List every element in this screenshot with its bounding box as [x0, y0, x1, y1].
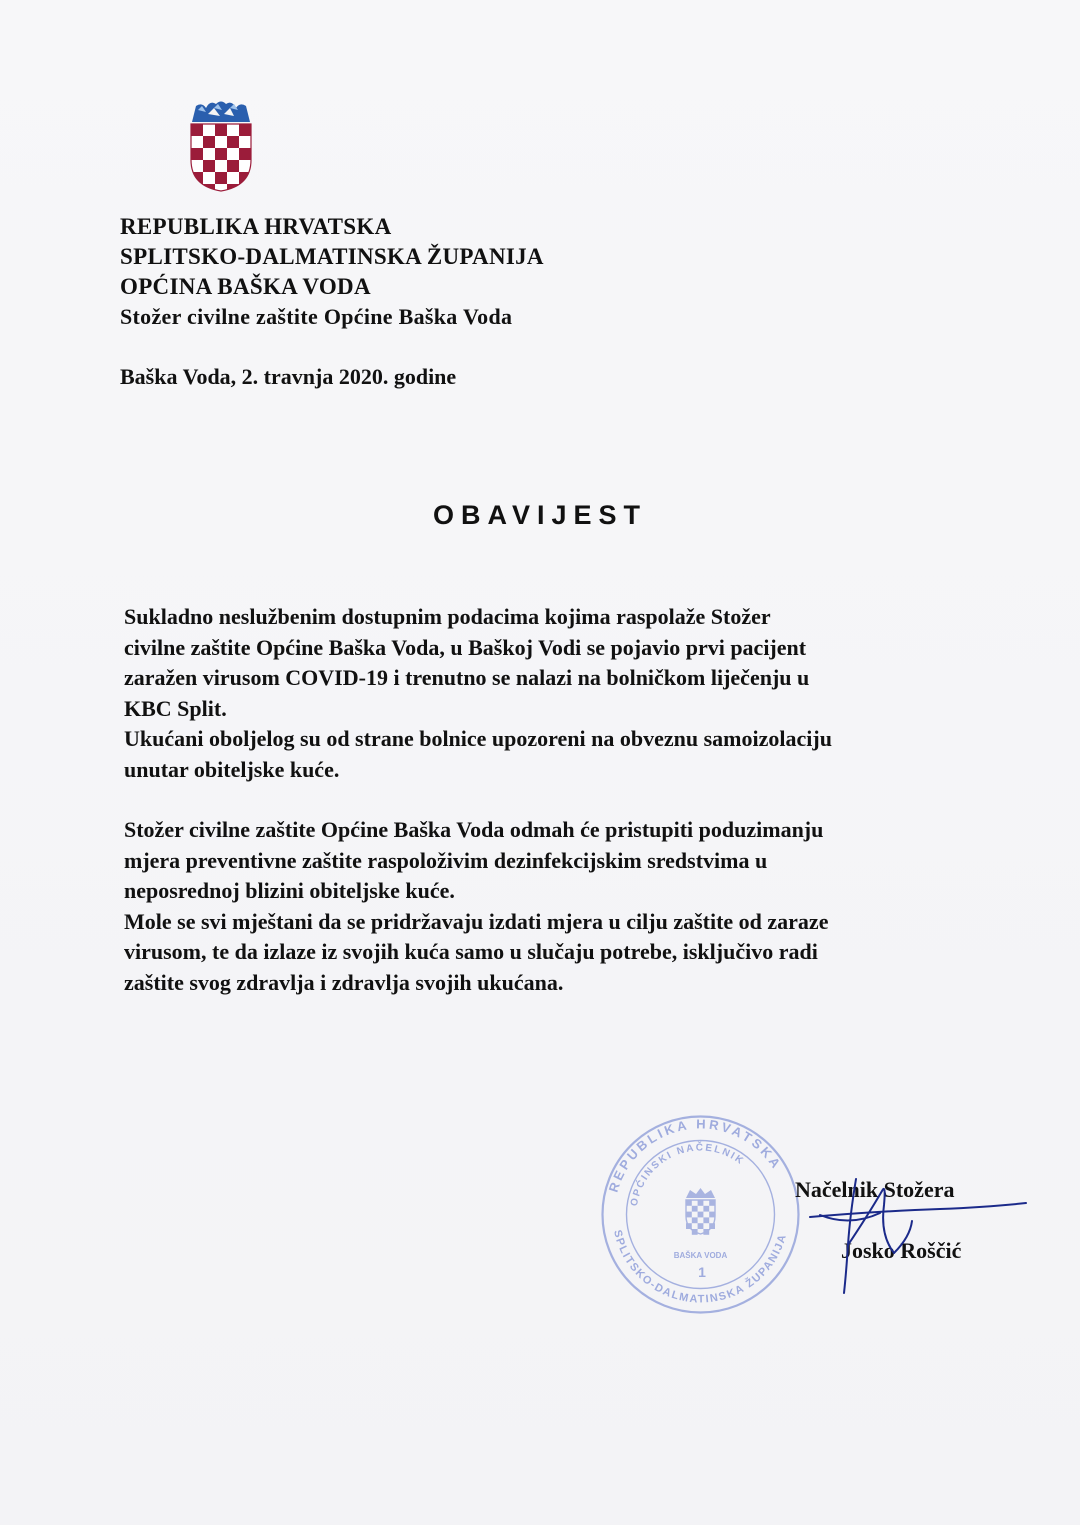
stamp-coat-check: [709, 1223, 715, 1229]
stamp-coat-check: [686, 1223, 692, 1229]
coat-check: [203, 136, 215, 148]
coat-check: [239, 124, 251, 136]
letterhead-county: SPLITSKO-DALMATINSKA ŽUPANIJA: [120, 244, 544, 269]
text-line: virusom, te da izlaze iz svojih kuća samo u slučaju potrebe, isključivo radi: [124, 939, 818, 964]
stamp-lower-text: SPLITSKO-DALMATINSKA ŽUPANIJA: [611, 1228, 790, 1306]
handwritten-signature-icon: [790, 1175, 1030, 1305]
coat-check: [191, 148, 203, 160]
paragraph-2: [124, 815, 828, 998]
letterhead: [120, 212, 544, 332]
coat-check: [215, 172, 227, 184]
stamp-coat-check: [703, 1229, 709, 1235]
paragraph-1: [124, 602, 832, 785]
stamp-coat-check: [703, 1206, 709, 1212]
text-line: mjera preventivne zaštite raspoloživim dezinfekcijskim sredstvima u: [124, 847, 768, 873]
coat-check: [227, 160, 239, 172]
date-line: Baška Voda, 2. travnja 2020. godine: [120, 364, 457, 389]
official-stamp-icon: [598, 1112, 803, 1317]
letterhead-office: Stožer civilne zaštite Općine Baška Voda: [120, 304, 513, 329]
letterhead-country: REPUBLIKA HRVATSKA: [120, 214, 392, 239]
stamp-coat-check: [698, 1200, 704, 1206]
stamp-coat-check: [703, 1217, 709, 1223]
text-line: neposrednoj blizini obiteljske kuće.: [124, 878, 455, 903]
coat-check: [227, 136, 239, 148]
svg-text:REPUBLIKA HRVATSKA: [606, 1116, 785, 1194]
signatory-name: Josko Roščić: [841, 1238, 962, 1263]
stamp-coat-check: [692, 1229, 698, 1235]
stamp-inner-text: OPĆINSKI NAČELNIK: [628, 1142, 747, 1208]
text-line: civilne zaštite Općine Baška Voda, u Baškoj Vodi se pojavio prvi pacijent: [124, 634, 807, 660]
text-line: Mole se svi mještani da se pridržavaju izdati mjera u cilju zaštite od zaraze: [124, 908, 829, 934]
stamp-coat-check: [686, 1212, 692, 1218]
stamp-coat-check: [698, 1212, 704, 1218]
signatory-role: Načelnik Stožera: [795, 1177, 955, 1202]
text-line: unutar obiteljske kuće.: [124, 756, 340, 782]
stamp-coat-check: [698, 1223, 704, 1229]
text-line: Stožer civilne zaštite Općine Baška Voda odmah će pristupiti poduzimanju: [124, 817, 824, 842]
stamp-coat-check: [686, 1200, 692, 1206]
text-line: Sukladno neslužbenim dostupnim podacima kojima raspolaže Stožer: [124, 604, 771, 629]
coat-check: [239, 172, 251, 184]
text-line: KBC Split.: [124, 695, 227, 721]
text-line: Ukućani oboljelog su od strane bolnice upozoreni na obveznu samoizolaciju: [124, 726, 832, 751]
coat-check: [215, 148, 227, 160]
stamp-coat-check: [709, 1212, 715, 1218]
coat-check: [203, 160, 215, 172]
coat-check: [191, 172, 203, 184]
document-title: OBAVIJEST: [432, 500, 648, 530]
coat-check: [239, 148, 251, 160]
stamp-number: 1: [698, 1264, 706, 1280]
letterhead-municipality: OPĆINA BAŠKA VODA: [120, 274, 371, 299]
stamp-coat-check: [692, 1217, 698, 1223]
stamp-place: BAŠKA VODA: [673, 1251, 728, 1260]
text-line: zaštite svog zdravlja i zdravlja svojih ukućana.: [124, 969, 564, 995]
croatian-coat-of-arms-icon: [188, 100, 254, 192]
stamp-coat-check: [709, 1200, 715, 1206]
text-line: zaražen virusom COVID-19 i trenutno se nalazi na bolničkom liječenju u: [124, 665, 810, 690]
stamp-outer-text: REPUBLIKA HRVATSKA: [605, 1116, 786, 1195]
stamp-coat-check: [692, 1206, 698, 1212]
coat-check: [215, 124, 227, 136]
coat-check: [191, 124, 203, 136]
